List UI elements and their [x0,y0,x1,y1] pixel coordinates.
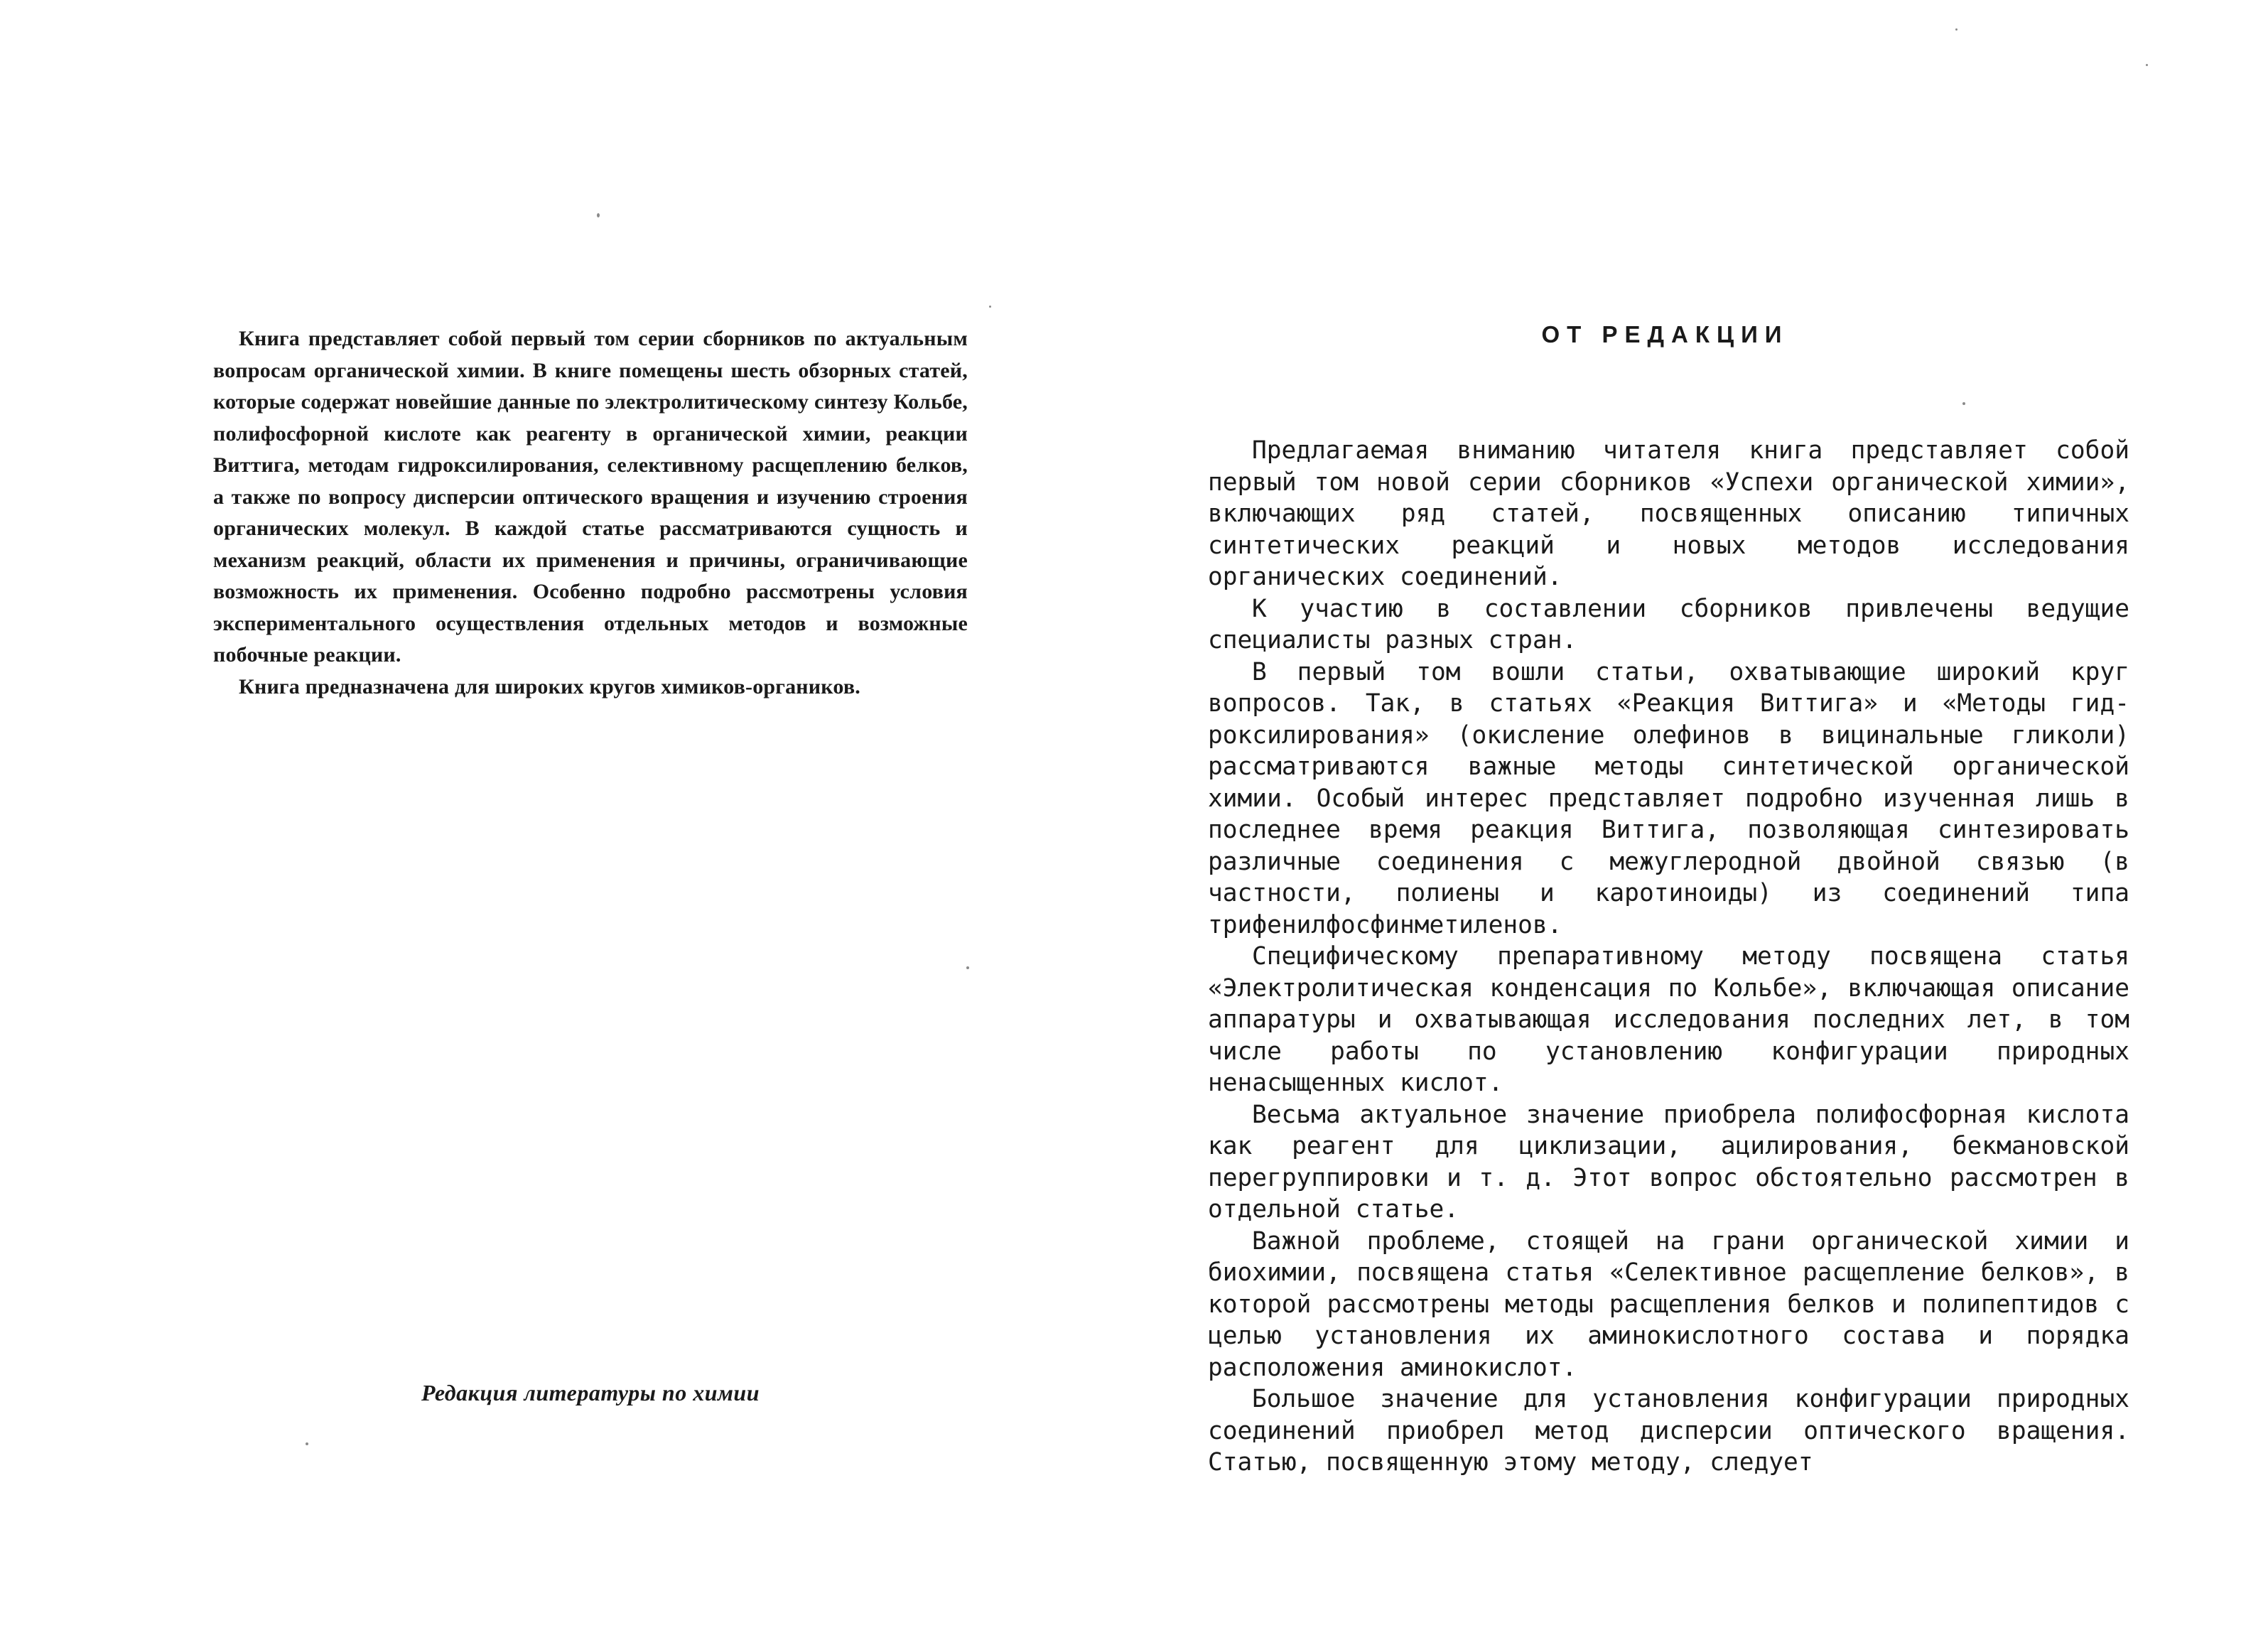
preface-paragraph-5: Весьма актуальное значение приобрела полифосфорная кислота как реагент для циклизации, ацилирования, бекмановской перегруппировки и т. д. Этот вопрос обстоятельно рассмотрен в отдельной статье. [1208,1100,2129,1224]
preface-paragraph-6: Важной проблеме, стоящей на грани органической химии и биохимии, посвящена статья «Селективное расщепление белков», в которой рассмотрены методы расщепления белков и полипептидов с целью установления их аминокислотного состава и порядка расположения аминокислот. [1208,1226,2129,1382]
book-annotation [213,323,968,703]
preface-body [1208,435,2129,1479]
publisher-note: Редакция литературы по химии [421,1380,760,1405]
scan-speck [1955,28,1958,31]
preface-paragraph-3: В первый том вошли статьи, охватывающие широкий круг вопросов. Так, в статьях «Реакция Виттига» и «Методы гидроксилирования» (окисление олефинов в вицинальные гликоли) рассматриваются важные методы синтетической органической химии. Особый интерес представляет подробно изученная лишь в последнее время реакция Виттига, позволяющая синтезировать различные соединения с межуглеродной двойной связью (в частности, полиены и каротиноиды) из соединений типа трифенилфосфинметиленов. [1208,657,2129,939]
annotation-paragraph-2: Книга предназначена для широких кругов химиков-органиков. [239,674,860,698]
scan-speck [1962,402,1965,405]
preface-paragraph-2: К участию в составлении сборников привлечены ведущие специалисты разных стран. [1208,594,2129,654]
scan-speck [306,1442,308,1445]
annotation-paragraph-1: Книга представляет собой первый том серии сборников по актуальным вопросам органической химии. В книге помещены шесть обзорных статей, которые содержат новейшие данные по электролитическому синтезу Кольбе, полифосфорной кислоте как реагенту в органической химии, реакции Виттига, методам гидроксилирования, селективному расщеплению белков, а также по вопросу дисперсии оптического вращения и изучению строения органических молекул. В каждой статье рассматриваются сущность и механизм реакций, области их применения и причины, ограничивающие возможность их применения. Особенно подробно рассмотрены условия экспериментального осуществления отдельных методов и возможные побочные реакции. [213,327,968,667]
scan-speck [597,213,600,217]
scan-speck [2146,64,2148,66]
scan-speck [989,306,991,308]
preface-paragraph-7: Большое значение для установления конфигурации природных соединений приобрел метод дисперсии оптического вращения. Статью, посвященную этому методу, следует [1208,1385,2129,1477]
preface-paragraph-1: Предлагаемая вниманию читателя книга представляет собой первый том новой серии сборников «Успехи органической химии», включающих ряд статей, посвященных описанию типичных синтетических реакций и новых методов исследования органических соединений. [1208,436,2129,591]
scan-speck [966,966,969,969]
preface-heading: ОТ РЕДАКЦИИ [1541,321,1789,347]
preface-paragraph-4: Специфическому препаративному методу посвящена статья «Электролитическая конденсация по Кольбе», включающая описание аппаратуры и охватывающая исследования последних лет, в том числе работы по установлению конфигурации природных ненасыщенных кислот. [1208,942,2129,1097]
